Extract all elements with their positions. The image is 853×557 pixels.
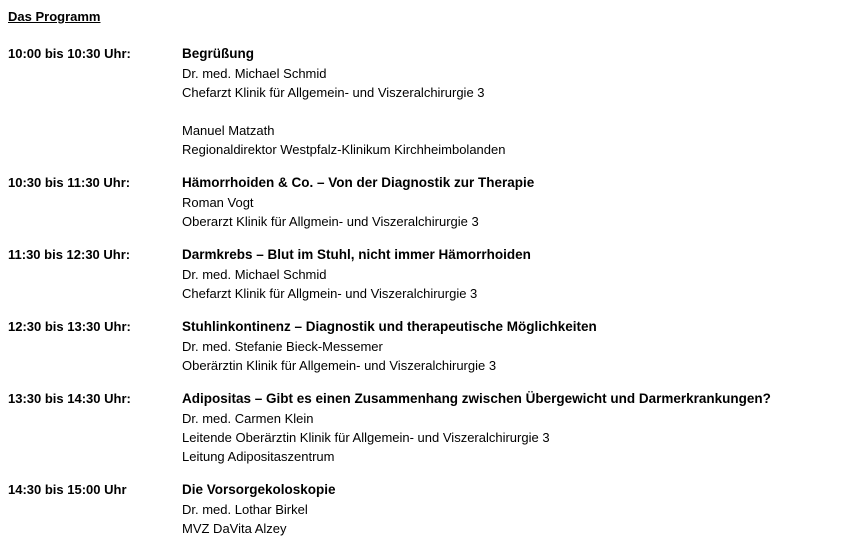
program-entry-line: Chefarzt Klinik für Allgemein- und Viszeralchirurgie 3: [182, 85, 485, 100]
program-entry: [0, 389, 853, 466]
program-entry-line: Manuel Matzath: [182, 123, 275, 138]
page-title: Das Programm: [8, 9, 101, 24]
program-entry-time: 10:00 bis 10:30 Uhr:: [8, 46, 131, 61]
program-entry-spacer: [182, 102, 853, 121]
program-entry-title: Adipositas – Gibt es einen Zusammenhang zwischen Übergewicht und Darmerkrankungen?: [182, 391, 771, 406]
program-entry: [0, 317, 853, 375]
program-entry-title: Hämorrhoiden & Co. – Von der Diagnostik zur Therapie: [182, 175, 535, 190]
program-entry-title: Begrüßung: [182, 46, 254, 61]
program-entry-line: MVZ DaVita Alzey: [182, 521, 287, 536]
program-entry-line: Leitende Oberärztin Klinik für Allgemein- und Viszeralchirurgie 3: [182, 430, 550, 445]
program-entry-line: Dr. med. Michael Schmid: [182, 66, 327, 81]
program-entry-line: Dr. med. Carmen Klein: [182, 411, 314, 426]
program-entry-body: [182, 245, 853, 303]
program-entry-line: Oberärztin Klinik für Allgemein- und Viszeralchirurgie 3: [182, 358, 497, 373]
program-entry-line: Dr. med. Stefanie Bieck-Messemer: [182, 339, 383, 354]
program-entry-line: Roman Vogt: [182, 195, 254, 210]
program-entry-line: Regionaldirektor Westpfalz-Klinikum Kirchheimbolanden: [182, 142, 506, 157]
program-schedule: [0, 44, 853, 538]
program-entry-body: [182, 389, 853, 466]
program-entry-line: Chefarzt Klinik für Allgmein- und Viszeralchirurgie 3: [182, 286, 478, 301]
program-entry-time: 10:30 bis 11:30 Uhr:: [8, 175, 131, 190]
program-entry: [0, 245, 853, 303]
program-entry-time: 13:30 bis 14:30 Uhr:: [8, 391, 131, 406]
program-entry-line: Dr. med. Lothar Birkel: [182, 502, 308, 517]
program-entry-time: 11:30 bis 12:30 Uhr:: [8, 247, 131, 262]
program-entry-body: [182, 317, 853, 375]
program-entry-line: Dr. med. Michael Schmid: [182, 267, 327, 282]
program-entry-title: Die Vorsorgekoloskopie: [182, 482, 336, 497]
program-entry-body: [182, 44, 853, 159]
program-entry-body: [182, 480, 853, 538]
program-entry-title: Stuhlinkontinenz – Diagnostik und therapeutische Möglichkeiten: [182, 319, 597, 334]
program-entry: [0, 480, 853, 538]
program-entry-line: Leitung Adipositaszentrum: [182, 449, 335, 464]
program-entry-line: Oberarzt Klinik für Allgmein- und Viszeralchirurgie 3: [182, 214, 479, 229]
program-entry-time: 12:30 bis 13:30 Uhr:: [8, 319, 131, 334]
program-entry-title: Darmkrebs – Blut im Stuhl, nicht immer Hämorrhoiden: [182, 247, 531, 262]
program-entry-time: 14:30 bis 15:00 Uhr: [8, 482, 127, 497]
program-entry: [0, 44, 853, 159]
program-entry-body: [182, 173, 853, 231]
program-entry: [0, 173, 853, 231]
